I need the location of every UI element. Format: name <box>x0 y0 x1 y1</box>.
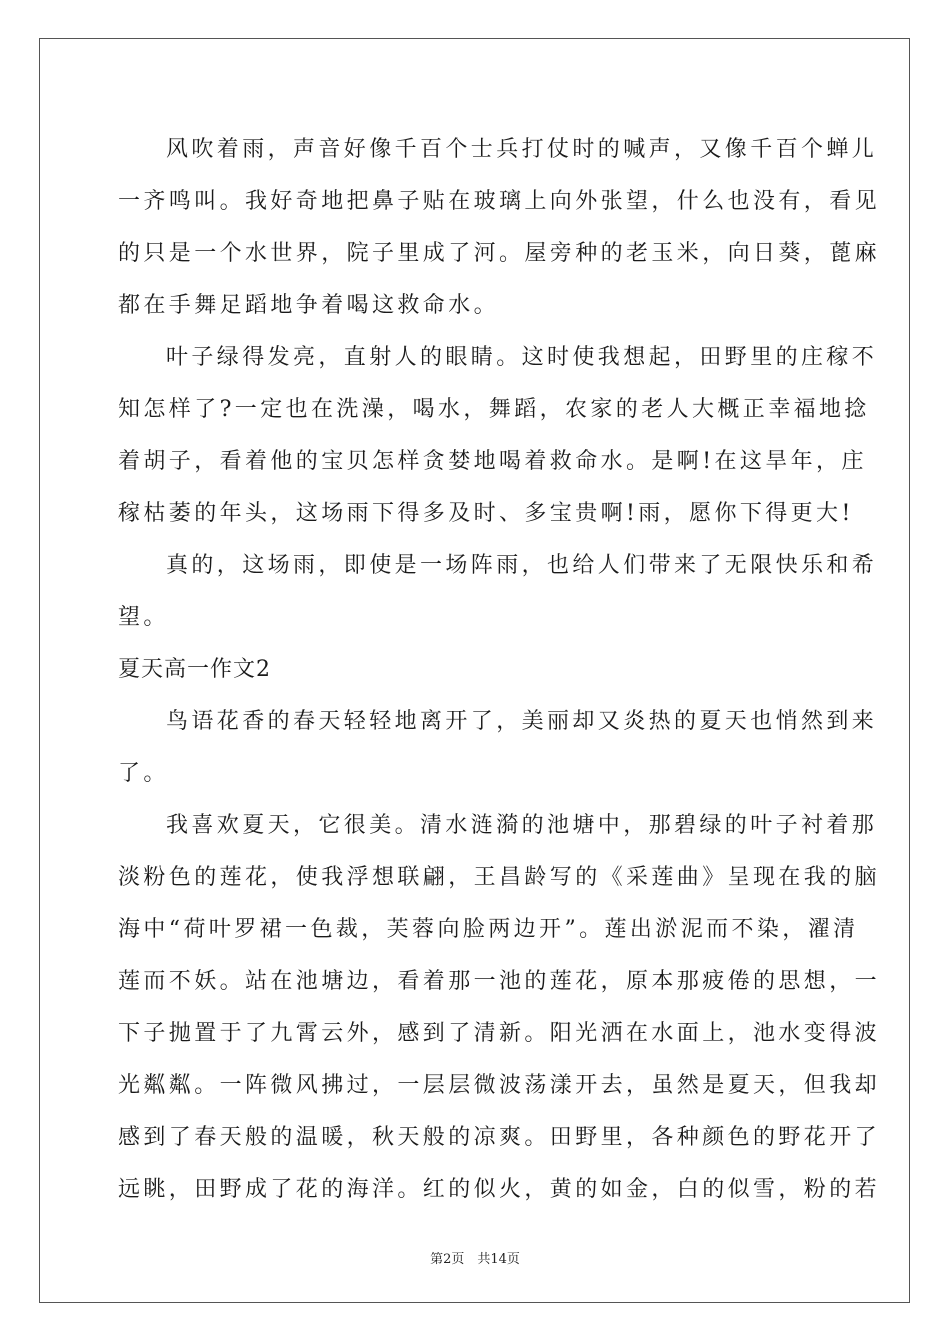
text-line: 着胡子，看着他的宝贝怎样贪婪地喝着救命水。是啊!在这旱年，庄 <box>118 449 867 474</box>
paragraph <box>118 800 881 1216</box>
document-body <box>118 124 881 1216</box>
text-line: 风吹着雨，声音好像千百个士兵打仗时的喊声，又像千百个蝉儿 <box>166 137 878 162</box>
text-line: 感到了春天般的温暖，秋天般的凉爽。田野里，各种颜色的野花开了 <box>118 1125 881 1150</box>
text-line: 都在手舞足蹈地争着喝这救命水。 <box>118 293 500 318</box>
text-line: 淡粉色的莲花，使我浮想联翩，王昌龄写的《采莲曲》呈现在我的脑 <box>118 865 881 890</box>
text-line: 了。 <box>118 761 169 786</box>
text-line: 叶子绿得发亮，直射人的眼睛。这时使我想起，田野里的庄稼不 <box>166 345 878 370</box>
text-line: 海中“荷叶罗裙一色裁，芙蓉向脸两边开”。莲出淤泥而不染，濯清 <box>118 917 859 942</box>
text-line: 稼枯萎的年头，这场雨下得多及时、多宝贵啊!雨，愿你下得更大! <box>118 501 854 526</box>
text-line: 知怎样了?一定也在洗澡，喝水，舞蹈，农家的老人大概正幸福地捻 <box>118 397 870 422</box>
text-line: 光粼粼。一阵微风拂过，一层层微波荡漾开去，虽然是夏天，但我却 <box>118 1073 881 1098</box>
paragraph <box>118 332 878 540</box>
text-line: 鸟语花香的春天轻轻地离开了，美丽却又炎热的夏天也悄然到来 <box>166 709 878 734</box>
paragraph <box>118 540 878 644</box>
text-line: 莲而不妖。站在池塘边，看着那一池的莲花，原本那疲倦的思想，一 <box>118 969 881 994</box>
text-line: 远眺，田野成了花的海洋。红的似火，黄的如金，白的似雪，粉的若 <box>118 1177 881 1202</box>
text-line: 的只是一个水世界，院子里成了河。屋旁种的老玉米，向日葵，蓖麻 <box>118 241 881 266</box>
paragraph <box>118 696 878 800</box>
text-line: 我喜欢夏天，它很美。清水涟漪的池塘中，那碧绿的叶子衬着那 <box>166 813 878 838</box>
page-number-footer: 第2页 共14页 <box>430 1252 520 1267</box>
section-heading: 夏天高一作文2 <box>118 657 271 682</box>
text-line: 真的，这场雨，即使是一场阵雨，也给人们带来了无限快乐和希 <box>166 553 878 578</box>
text-line: 望。 <box>118 605 169 630</box>
paragraph <box>118 124 881 332</box>
text-line: 下子抛置于了九霄云外，感到了清新。阳光洒在水面上，池水变得波 <box>118 1021 881 1046</box>
text-line: 一齐鸣叫。我好奇地把鼻子贴在玻璃上向外张望，什么也没有，看见 <box>118 189 881 214</box>
